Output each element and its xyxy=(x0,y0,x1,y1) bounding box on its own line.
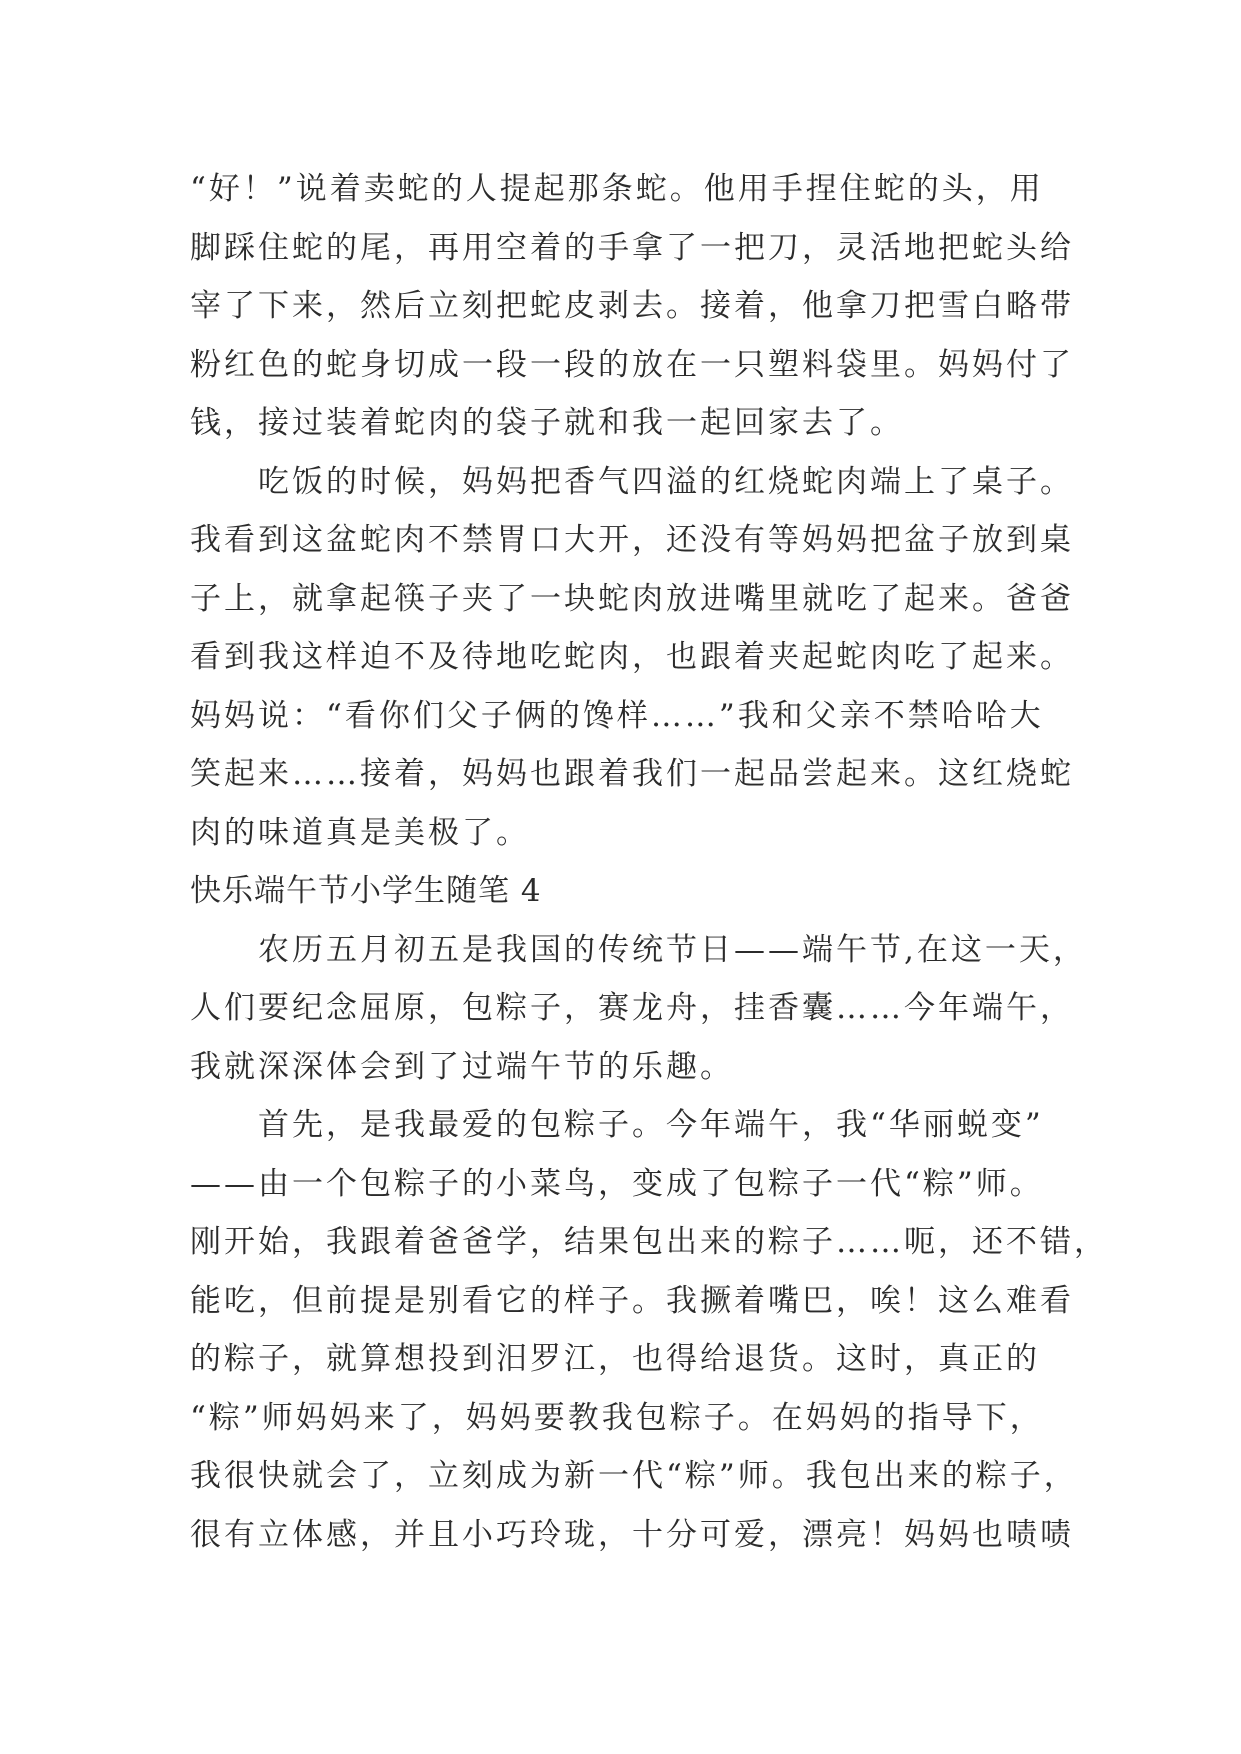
text-line: 笑起来……接着，妈妈也跟着我们一起品尝起来。这红烧蛇 xyxy=(190,756,1074,792)
document-body xyxy=(190,160,1108,1564)
text-line: 粉红色的蛇身切成一段一段的放在一只塑料袋里。妈妈付了 xyxy=(190,346,1074,383)
text-line: “好！”说着卖蛇的人提起那条蛇。他用手捏住蛇的头，用 xyxy=(190,171,1044,207)
text-line: 子上，就拿起筷子夹了一块蛇肉放进嘴里就吃了起来。爸爸 xyxy=(190,580,1074,617)
text-line: 能吃，但前提是别看它的样子。我撅着嘴巴，唉！这么难看 xyxy=(190,1282,1074,1319)
text-line: 妈妈说：“看你们父子俩的馋样……”我和父亲不禁哈哈大 xyxy=(190,697,1044,734)
text-line: 吃饭的时候，妈妈把香气四溢的红烧蛇肉端上了桌子。 xyxy=(190,463,1074,500)
text-line: 很有立体感，并且小巧玲珑，十分可爱，漂亮！妈妈也啧啧 xyxy=(190,1516,1074,1553)
text-line: 肉的味道真是美极了。 xyxy=(190,814,530,851)
text-line: 我很快就会了，立刻成为新一代“粽”师。我包出来的粽子， xyxy=(190,1458,1078,1494)
section-heading: 快乐端午节小学生随笔 4 xyxy=(190,873,542,909)
text-line: 看到我这样迫不及待地吃蛇肉，也跟着夹起蛇肉吃了起来。 xyxy=(190,639,1074,675)
text-line: 我看到这盆蛇肉不禁胃口大开，还没有等妈妈把盆子放到桌 xyxy=(190,522,1074,558)
text-line: 农历五月初五是我国的传统节日——端午节,在这一天， xyxy=(190,931,1087,968)
text-line: 脚踩住蛇的尾，再用空着的手拿了一把刀，灵活地把蛇头给 xyxy=(190,229,1074,266)
text-line: 人们要纪念屈原，包粽子，赛龙舟，挂香囊……今年端午， xyxy=(190,990,1074,1026)
text-line: 的粽子，就算想投到汨罗江，也得给退货。这时，真正的 xyxy=(190,1341,1040,1377)
text-line: 我就深深体会到了过端午节的乐趣。 xyxy=(190,1048,734,1085)
text-line: 宰了下来，然后立刻把蛇皮剥去。接着，他拿刀把雪白略带 xyxy=(190,288,1074,324)
text-line: 刚开始，我跟着爸爸学，结果包出来的粽子……呃，还不错， xyxy=(190,1224,1108,1260)
text-line: ——由一个包粽子的小菜鸟，变成了包粽子一代“粽”师。 xyxy=(190,1165,1044,1202)
text-line: “粽”师妈妈来了，妈妈要教我包粽子。在妈妈的指导下， xyxy=(190,1399,1044,1436)
text-line: 首先，是我最爱的包粽子。今年端午，我“华丽蜕变” xyxy=(190,1107,1044,1143)
text-line: 钱，接过装着蛇肉的袋子就和我一起回家去了。 xyxy=(190,405,904,441)
